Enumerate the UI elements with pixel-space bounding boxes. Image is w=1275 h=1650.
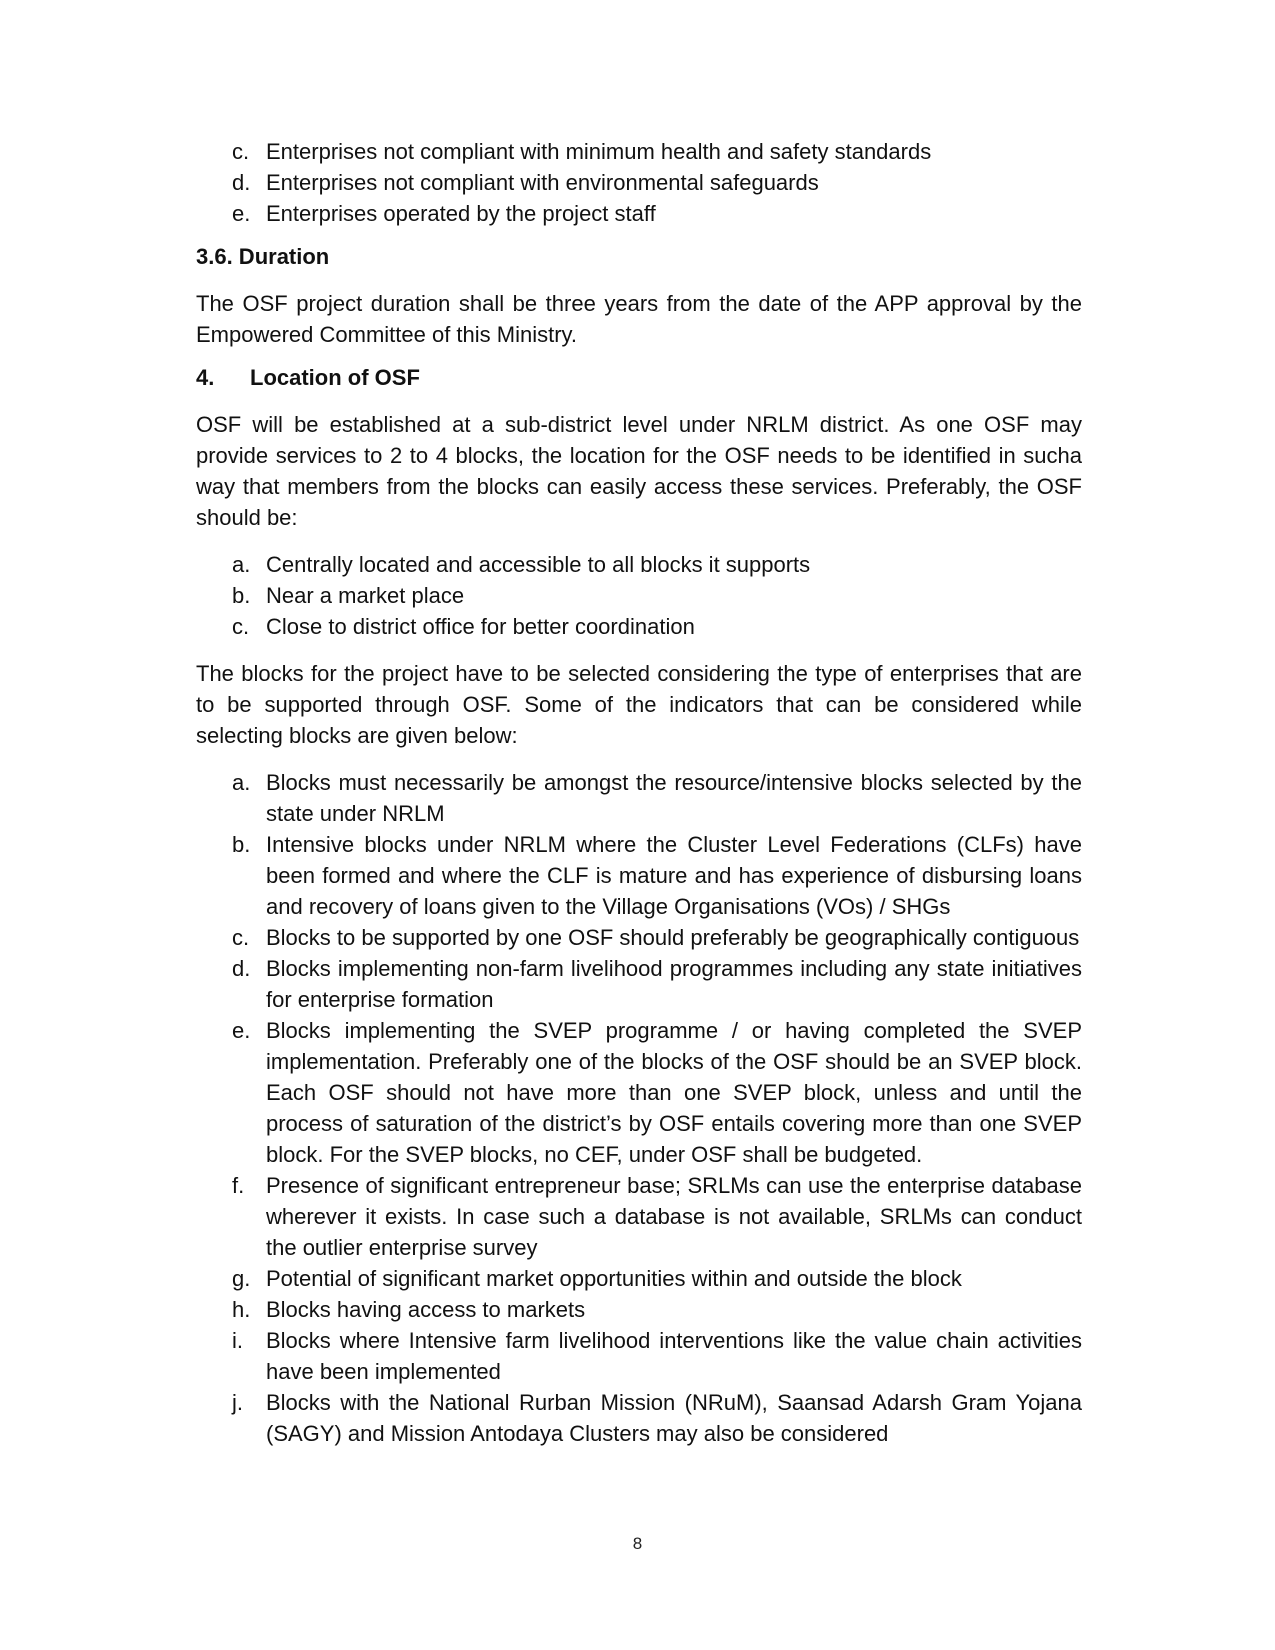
list-item-text: Enterprises not compliant with environmental safeguards — [266, 170, 819, 195]
list-marker: b. — [232, 583, 251, 608]
list-item-text: Blocks where Intensive farm livelihood interventions like the value chain activities have been implemented — [266, 1328, 1082, 1384]
page-number: 8 — [632, 1534, 643, 1553]
list-item — [196, 167, 1082, 198]
list-item-text: Close to district office for better coordination — [266, 614, 695, 639]
duration-paragraph: The OSF project duration shall be three years from the date of the APP approval by the Empowered Committee of this Ministry. — [196, 291, 1082, 347]
list-item-text: Blocks implementing non-farm livelihood programmes including any state initiatives for enterprise formation — [266, 956, 1082, 1012]
list-item-text: Blocks to be supported by one OSF should preferably be geographically contiguous — [266, 925, 1080, 950]
list-item — [196, 136, 1082, 167]
list-item — [196, 953, 1082, 1015]
location-paragraph: OSF will be established at a sub-district level under NRLM district. As one OSF may provide services to 2 to 4 blocks, the location for the OSF needs to be identified in sucha way that members from the blocks can easily access these services. Preferably, the OSF should be: — [196, 412, 1082, 530]
list-item-text: Blocks with the National Rurban Mission (NRuM), Saansad Adarsh Gram Yojana (SAGY) and Mission Antodaya Clusters may also be considered — [266, 1390, 1082, 1446]
list-item-text: Blocks having access to markets — [266, 1297, 586, 1322]
blocks-selection-paragraph: The blocks for the project have to be selected considering the type of enterprises that are to be supported through OSF. Some of the indicators that can be considered while selecting blocks are given below: — [196, 661, 1082, 748]
list-marker: c. — [232, 139, 250, 164]
list-marker: j. — [232, 1390, 243, 1415]
list-marker: d. — [232, 956, 251, 981]
list-marker: c. — [232, 614, 250, 639]
list-item — [196, 1387, 1082, 1449]
list-marker: g. — [232, 1266, 251, 1291]
page-content — [196, 136, 1082, 1449]
list-item — [196, 922, 1082, 953]
list-marker: f. — [232, 1173, 245, 1198]
list-marker: e. — [232, 201, 251, 226]
list-item-text: Enterprises operated by the project staff — [266, 201, 656, 226]
list-marker: i. — [232, 1328, 243, 1353]
location-heading — [196, 362, 1082, 393]
excluded-enterprises-list — [196, 136, 1082, 229]
list-item — [196, 767, 1082, 829]
location-criteria-list — [196, 549, 1082, 642]
block-indicators-list — [196, 767, 1082, 1449]
list-item — [196, 580, 1082, 611]
list-item-text: Centrally located and accessible to all blocks it supports — [266, 552, 811, 577]
list-item-text: Enterprises not compliant with minimum health and safety standards — [266, 139, 932, 164]
list-item — [196, 1325, 1082, 1387]
list-item — [196, 829, 1082, 922]
list-marker: h. — [232, 1297, 251, 1322]
list-marker: b. — [232, 832, 251, 857]
list-item — [196, 549, 1082, 580]
list-item — [196, 1294, 1082, 1325]
list-item-text: Blocks must necessarily be amongst the resource/intensive blocks selected by the state under NRLM — [266, 770, 1082, 826]
duration-heading: 3.6. Duration — [196, 244, 330, 269]
list-item-text: Presence of significant entrepreneur base; SRLMs can use the enterprise database wherever it exists. In case such a database is not available, SRLMs can conduct the outlier enterprise survey — [266, 1173, 1082, 1260]
list-item-text: Potential of significant market opportunities within and outside the block — [266, 1266, 962, 1291]
list-item-text: Near a market place — [266, 583, 465, 608]
list-marker: a. — [232, 552, 251, 577]
section-number: 4. — [196, 365, 215, 390]
list-marker: e. — [232, 1018, 251, 1043]
list-marker: c. — [232, 925, 250, 950]
list-marker: a. — [232, 770, 251, 795]
section-title: Location of OSF — [250, 365, 420, 390]
list-item-text: Blocks implementing the SVEP programme / or having completed the SVEP implementation. Preferably one of the blocks of the OSF should be an SVEP block. Each OSF should not have more than one SVEP block, unless and until the process of saturation of the district’s by OSF entails covering more than one SVEP block. For the SVEP blocks, no CEF, under OSF shall be budgeted. — [266, 1018, 1082, 1167]
list-item-text: Intensive blocks under NRLM where the Cluster Level Federations (CLFs) have been formed and where the CLF is mature and has experience of disbursing loans and recovery of loans given to the Village Organisations (VOs) / SHGs — [266, 832, 1082, 919]
list-item — [196, 1263, 1082, 1294]
list-marker: d. — [232, 170, 251, 195]
list-item — [196, 198, 1082, 229]
list-item — [196, 1170, 1082, 1263]
list-item — [196, 611, 1082, 642]
list-item — [196, 1015, 1082, 1170]
